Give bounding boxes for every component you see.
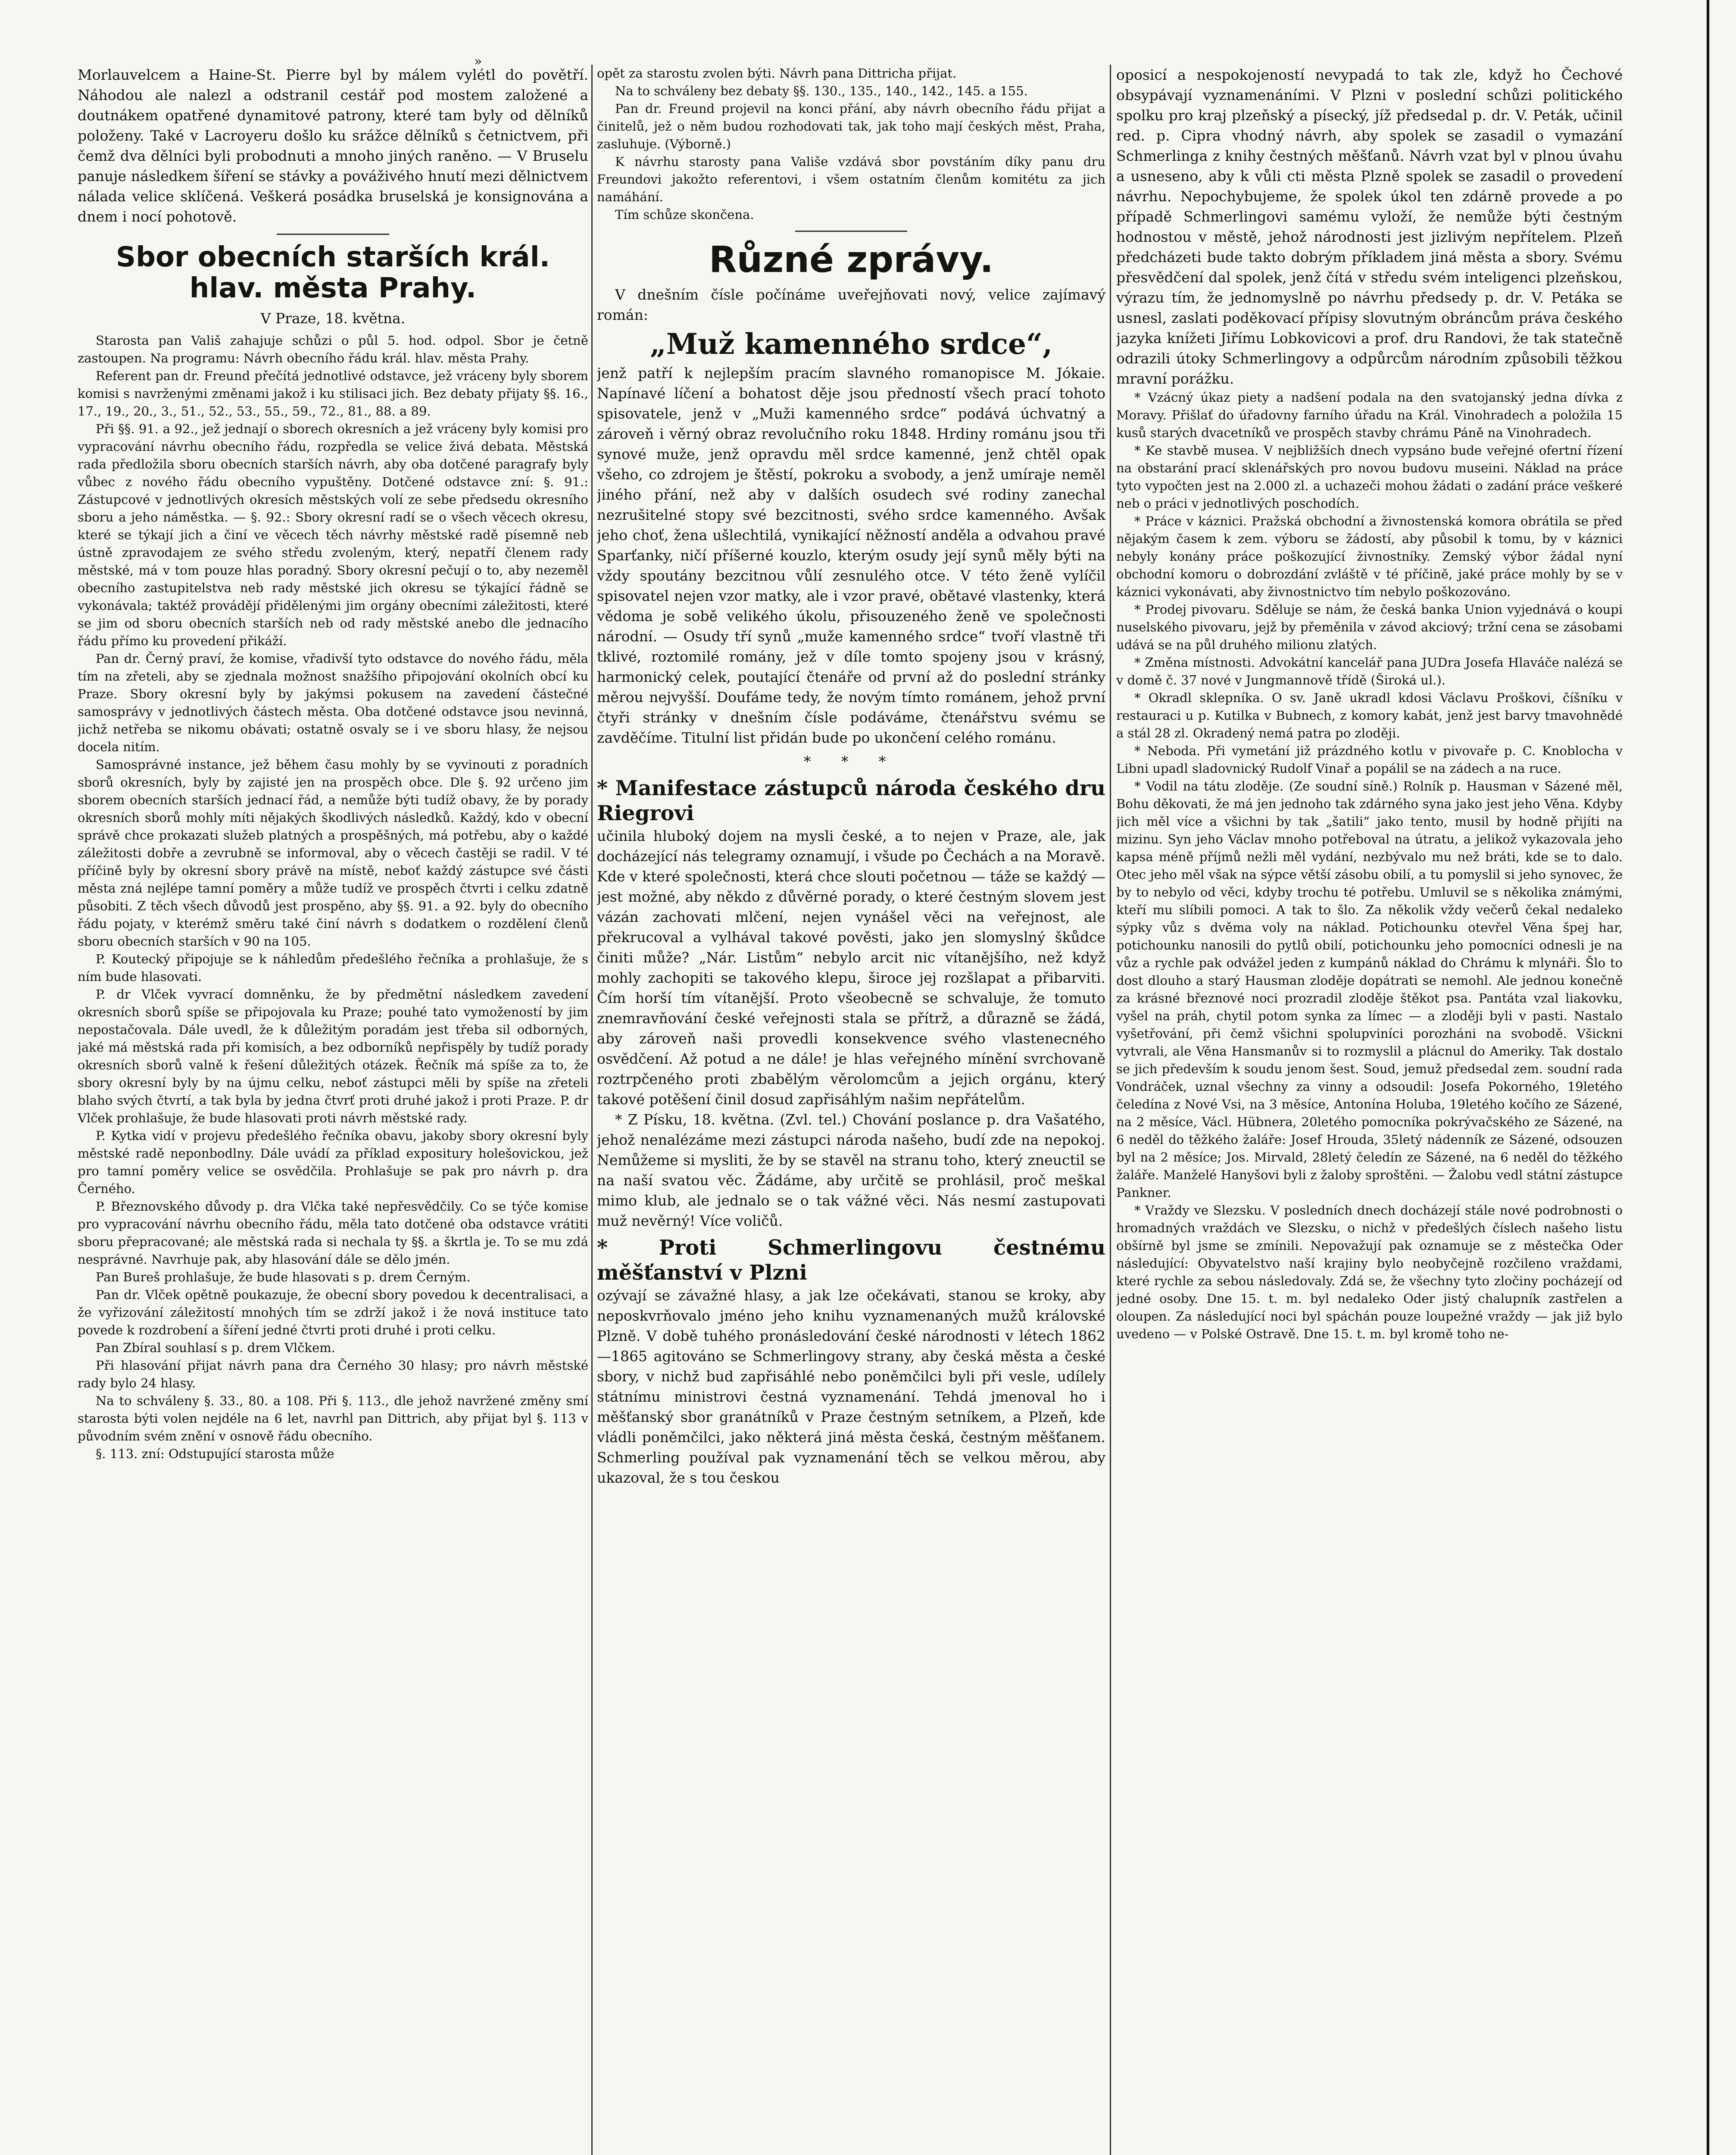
paragraph: Pan Zbíral souhlasí s p. drem Vlčkem. — [96, 1340, 335, 1355]
paragraph: Starosta pan Vališ zahajuje schůzi o půl 5. hod. odpol. Sbor je četně zastoupen. Na programu: Návrh obecního řádu král. hlav. města Prahy. — [78, 333, 588, 365]
paragraph: jenž patří k nejlepším pracím slavného romanopisce M. Jókaie. Napínavé líčení a bohatost děje jsou předností všech prací tohoto spisovatele, jenž v „Muži kamenného srdce“ podává úchvatný a zároveň i věrný obraz revolučního roku 1848. Hrdiny románu jsou tři synové muže, jenž opravdu měl srdce kamenné, jenž chtěl opak všeho, co zdrojem je štěstí, pokroku a svobody, a jenž umíraje neměl jiného přání, než aby v dalších osudech své rodiny zanechal nezrušitelné stopy své bezcitnosti, svého srdce kamenného. Avšak jeho choť, žena ušlechtilá, vynikající něžností anděla a odvahou pravé Sparťanky, ničí příšerné kouzlo, kterým osudy její synů měly býti na vždy spoutány bezcitnou vůlí zesnulého otce. V této ženě vylíčil spisovatel nejen vzor matky, ale i vzor pravé, obětavé vlastenky, která vědoma je sobě velikého úkolu, přisouzeného ženě ve společnosti národní. — Osudy tří synů „muže kamenného srdce“ tvoří vlastně tři tklivé, roztomilé romány, jež v díle tomto spojeny jsou v krásný, harmonický celek, poutající čtenáře od první až do poslední stránky měrou nejvyšší. Doufáme tedy, že novým tímto románem, jehož první čtyři stránky v dnešním čísle podáváme, čtenářstvu svému se zavděčíme. Titulní list přidán bude po ukončení celého románu. — [597, 365, 1105, 746]
paragraph: K návrhu starosty pana Vališe vzdává sbor povstáním díky panu dru Freundovi jakožto referentovi, i všem ostatním členům komitétu za jich namáhání. — [597, 154, 1105, 204]
paragraph: V dnešním čísle počínáme uveřejňovati nový, velice zajímavý román: — [597, 286, 1105, 323]
paragraph: P. Koutecký připojuje se k náhledům předešlého řečníka a prohlašuje, že s ním bude hlasovati. — [78, 952, 588, 984]
paragraph: učinila hluboký dojem na mysli české, a to nejen v Praze, ale, jak docházející nás telegramy oznamují, i všude po Čechách a na Moravě. Kde v které společnosti, která chce slouti početnou — táže se každý — jest možné, aby někdo z důvěrné porady, o které čestným slovem jest vázán zachovati mlčení, nejen vynášel věci na veřejnost, ale překrucoval a vylhával takové pověsti, jako jen slomyslný škůdce činiti může? „Nár. Listům“ nebylo arcit nic vítanějšího, než když mohly zachopiti se takového klepu, široce jej rozšlapat a přibarviti. Čím horší tím vítanější. Proto všeobecně se schvaluje, že tomuto znemravňování české veřejnosti stala se přítrž, a důrazně se žádá, aby zároveň naši provedli konsekvence svého vlastenecného osvědčení. Až potud a ne dále! je hlas veřejného mínění svrchovaně roztrpčeného proti zbabělým věrolomcům a jejich orgánu, který takové potěšení činil dosud zapřisáhlým našim nepřátelům. — [597, 828, 1105, 1108]
news-item: * Vodil na tátu zloděje. (Ze soudní síně.) Rolník p. Hausman v Sázené měl, Bohu děkovati, že má jen jednoho tak zdárného syna jako jest jeho Věna. Kdyby jich měl více a všichni by tak „šatili“ jako tento, musil by hodně přijíti na mizinu. Syn jeho Václav mnoho potřeboval na útratu, a jelikož vykazovala jeho kapsa méně příjmů nežli měl vydání, nezbývalo mu než bráti, kde se to dalo. Otec jeho měl však na sýpce větší zásobu obilí, a tu pomyslil si jeho synovec, že by to nebylo od věci, kdyby trochu té potřebu. Umluvil se s několika známými, kteří mu slíbili pomoci. A tak to šlo. Za několik vždy večerů čekal nedaleko sýpky vůz s dvěma voly na náklad. Potichounku otevřel Věna špej har, potichounku nanosili do pytlů obilí, potichounku jeho pomocníci odnesli je na vůz a rychle pak odvážel jeden z kumpánů náklad do Chrámu k mlynáři. Šlo to dost dlouho a starý Hausman zloděje dopátrati se nemohl. Ale jednou konečně za krásné březnové noci prozradil zloděje štěkot psa. Pantáta vzal liakovku, vyšel na práh, chytil potom synka za límec — a zloději byli v pasti. Nastalo vyšetřování, při čemž všichni spolupviníci porozháni na svobodě. Všickni vytvrali, ale Věna Hansmanův si to rozmyslil a plácnul do Ameriky. Tak dostalo se jich především k soudu jenom šest. Soud, jemuž předsedal zem. soudní rada Vondráček, uznal všechny za vinny a odsoudil: Josefa Pokorného, 19letého čeledína z Nové Vsi, na 3 měsíce, Antonína Holuba, 19letého kočího ze Sázené, na 2 měsíce, Václ. Hübnera, 20letého pomocníka pokrývačského ze Sázené, na 6 neděl do těžkého žaláře: Josef Hrouda, 35letý nádenník ze Sázené, odsouzen byl na 2 měsíce; Jos. Mirvald, 28letý čeledín ze Sázené, na 6 neděl do těžkého žaláře. Manželé Hanyšovi byli z žaloby sproštěni. — Žalobu vedl státní zástupce Pankner. — [1116, 779, 1623, 1200]
paragraph: Při §§. 91. a 92., jež jednají o sborech okresních a jež vráceny byly komisi pro vypracování návrhu obecního řádu, rozpředla se velice živá debata. Městská rada předložila sboru obecních starších návrh, aby oba dotčené paragrafy byly vůbec z nového řádu obecního vypuštěny. Dotčené odstavce zní: §. 91.: Zástupcové v jednotlivých okresích městských volí ze sebe předsedu okresního sboru a jeho náměstka. — §. 92.: Sbory okresní radí se o všech věcech okresu, které se týkají jich a činí ve věcech těch návrhy městské radě písemně neb ústně zpravodajem ze svého středu zvoleným, který, nepatří členem rady městské, má v tom pouze hlas poradný. Sbory okresní pečují o to, aby nezeměl obecního zastupitelstva neb rady městské jich okresu se týkající řádně se vykonávala; taktéž provádějí přidělenými jim orgány obecními záležitosti, které se jim od sboru obecních starších neb od rady městské anebo dle jednacího řádu přímo ku provedení přikáží. — [78, 422, 588, 648]
divider — [277, 234, 389, 235]
column-1 — [78, 65, 588, 2155]
paragraph: P. Březnovského důvody p. dra Vlčka také nepřesvědčily. Co se týče komise pro vypracování návrhu obecního řádu, měla tato dotčené oba odstavce vrátiti sboru přepracované; ale městská rada si nechala ty §§. a škrtla je. To se mu zdá nesprávné. Navrhuje pak, aby hlasování dále se dělo jmén. — [78, 1199, 588, 1267]
section-stars: * * * — [803, 753, 899, 770]
news-item: * Práce v káznici. Pražská obchodní a živnostenská komora obrátila se před nějakým časem k zem. výboru se žádostí, aby působil k tomu, by v káznici nebyly konány práce poškozující živnostníky. Zemský výbor žádal nyní obchodní komoru o dobrozdání zvláště v té příčině, jaké práce mohly by se v káznici vykonávati, aby živnostnictvo tím nebylo poškozováno. — [1116, 514, 1623, 599]
column-rule-1 — [591, 65, 593, 2155]
page-edge — [1707, 0, 1709, 2155]
paragraph: Při hlasování přijat návrh pana dra Černého 30 hlasy; pro návrh městské rady bylo 24 hlasy. — [78, 1358, 588, 1390]
paragraph: Pan dr. Freund projevil na konci přání, aby návrh obecního řádu přijat a činitelů, jež o něm budou rozhodovati tak, jak toho mají českých měst, Praha, zasluhuje. (Výborně.) — [597, 101, 1105, 151]
paragraph: Pan Bureš prohlašuje, že bude hlasovati s p. drem Černým. — [96, 1270, 471, 1284]
paragraph: Pan dr. Černý praví, že komise, vřadivší tyto odstavce do nového řádu, měla tím na zřeteli, aby se zjednala možnost snažšího připojování okolních obcí ku Praze. Sbory okresní byly by jakýmsi pokusem na zavedení částečné samosprávy v jednotlivých částech města. Oba dotčené odstavce jsou nevinná, jichž netřeba se nikomu obávati; ostatně osvaly se i ve sboru hlasy, že nejsou docela nitím. — [78, 651, 588, 754]
paragraph: Tím schůze skončena. — [615, 207, 754, 222]
article-continuation: Morlauvelcem a Haine-St. Pierre byl by málem vylétl do povětří. Náhodou ale nalezl a odstranil cestář pod mostem založené a doutnákem opatřené dynamitové patrony, které tam byly od dělníků položeny. Také v Lacroyeru došlo ku srážce dělníků s četnictvem, při čemž dva dělníci byli probodnuti a mnoho jiných raněno. — V Bruselu panuje následkem šíření se stávky a pováživého hnutí mezi dělnictvem nálada velice sklíčená. Veškerá posádka bruselská je konsignována a dnem i nocí pohotově. — [78, 66, 588, 225]
news-item: * Neboda. Při vymetání již prázdného kotlu v pivovaře p. C. Knoblocha v Libni upadl sladovnický Rudolf Vinař a popálil se na zádech a na ruce. — [1116, 743, 1623, 776]
news-item: * Vzácný úkaz piety a nadšení podala na den svatojanský jedna dívka z Moravy. Přišlať do úřadovny farního úřadu na Král. Vinohradech a položila 15 kusů starých dvacetníků ve prospěch stavby chrámu Páně na Vinohradech. — [1116, 390, 1623, 440]
paragraph: P. dr Vlček vyvrací domněnku, že by předmětní následkem zavedení okresních sborů spíše se připojovala ku Praze; pouhé tato vymožeností by jim nepostačovala. Dále uvedl, že k důležitým poradám jest třeba sil odborných, jaké má městská rada při komisích, a bez odborníků nepřispěly by tudíž porady okresních sborů valně k řešení důležitých otázek. Řečník má spíše za to, že sbory okresní byly by na újmu celku, neboť zástupci měli by spíše na zřeteli blaho svých čtvrtí, a tak byla by jedna čtvrť proti druhé jakož i proti Praze. P. dr Vlček prohlašuje, že bude hlasovati proti návrh městské rady. — [78, 987, 588, 1125]
section-heading-news: Různé zprávy. — [709, 238, 994, 281]
divider — [795, 231, 907, 232]
column-rule-2 — [1110, 65, 1111, 2155]
paragraph: Samosprávné instance, jež během času mohly by se vyvinouti z poradních sborů okresních, byly by zajisté jen na prospěch obce. Dle §. 92 určeno jim sborem obecních starších jednací řád, a nemůže býti tudíž obavy, že by porady okresních sborů mohly míti nějakých škodlivých následků. Každý, kdo v obecní správě chce prokazati služeb platných a prospěšných, má potřebu, aby o každé záležitosti dobře a zevrubně se informoval, aby o věcech častěji se radil. V té příčině byly by okresní sbory právě na místě, neboť každý zástupce své části města zná nejlépe tamní poměry a může tudíž ve prospěch čtvrti i celku zdatně působiti. Z těch všech důvodů jest prospěno, aby §§. 91. a 92. byly do obecního řádu pojaty, v kterémž směru také činí návrh s dodatkem o rozdělení členů sboru obecních starších v 90 na 105. — [78, 757, 588, 949]
dateline: V Praze, 18. května. — [260, 310, 406, 327]
news-item: * Prodej pivovaru. Sděluje se nám, že česká banka Union vyjednává o koupi nuselského pivovaru, jejž by přeměnila v závod akciový; tržní cena se zásobami udává se na půl druhého milionu zlatých. — [1116, 602, 1623, 652]
news-item: * Ke stavbě musea. V nejbližších dnech vypsáno bude veřejné ofertní řízení na obstarání prací sklenářských pro novou budovu museini. Náklad na práce tyto vypočten jest na 2.000 zl. a uchazeči mohou žádati o zadání práce veškeré neb o práci v jednotlivých poschodích. — [1116, 443, 1623, 511]
news-item: * Změna místnosti. Advokátní kancelář pana JUDra Josefa Hlaváče nalézá se v domě č. 37 nové v Jungmannově třídě (Široká ul.). — [1116, 655, 1623, 687]
paragraph: ozývají se závažné hlasy, a jak lze očekávati, stanou se kroky, aby neposkvrňovalo jméno jeho knihu vyznamenaných mužů královské Plzně. V době tuhého pronásledování české národnosti v létech 1862—1865 agitováno se Schmerlingovy strany, aby česká města a české sbory, v nichž bud zapřisáhlé nebo poněmčilci byli při vesle, udílely státnímu ministrovi čestná vyznamenání. Tehdá jmenoval ho i měšťanský sbor granátníků v Praze čestným setníkem, a Plzeň, kde vládli poněmčilci, jako některá jiná města česká, čestným měšťanem. Schmerling používal pak vyznamenání těch se velkou měrou, aby ukazoval, že s tou českou — [597, 1287, 1105, 1486]
paragraph: oposicí a nespokojeností nevypadá to tak zle, když ho Čechové obsypávají vyznamenáními. V Plzni v poslední schůzi politického spolku pro kraj plzeňský a písecký, jíž předsedal p. dr. V. Peták, učinil red. p. Cipra vhodný návrh, aby spolek se zasadil o vymazání Schmerlinga z knihy čestných měšťanů. Návrh vzat byl v plnou úvahu a usneseno, aby k vůli cti města Plzně spolek se zasadil o provedení návrhu. Nepochybujeme, že spolek úkol ten zdárně provede a po případě Schmerlingovi samému vyloží, že nemůže býti čestným hodnostou v městě, jehož národnosti jest jizlivým nepřítelem. Plzeň předcházeti bude takto dobrým příkladem jiná města a sbory. Svému přesvědčení dal spolek, jenž čítá v středu svém inteligenci plzeňskou, výrazu tím, že jednomyslně po návrhu předsedy p. dr. V. Petáka se usnesl, zaslati poděkovací přípisy slovutným obráncům práva českého jazyka knížeti Jiřímu Lobkovicovi a prof. dru Randovi, že tak statečně odrazili útoky Schmerlingovy a odpůrcům národním způsobili těžkou mravní porážku. — [1116, 66, 1623, 387]
paragraph: opět za starostu zvolen býti. Návrh pana Dittricha přijat. — [597, 66, 957, 81]
paragraph: §. 113. zní: Odstupující starosta může — [96, 1446, 334, 1461]
column-3 — [1116, 65, 1623, 2155]
paragraph: Na to schváleny bez debaty §§. 130., 135., 140., 142., 145. a 155. — [615, 84, 1028, 98]
subheading-manifestation: * Manifestace zástupců národa českého dru Riegrovi — [597, 776, 1105, 825]
section-heading-city-council: Sbor obecních starších král. hlav. města Prahy. — [116, 241, 550, 304]
paragraph: Referent pan dr. Freund přečítá jednotlivé odstavce, jež vráceny byly sborem komisi s navrženými změnami jakož i ku stilisaci jich. Bez debaty přijaty §§. 16., 17., 19., 20., 3., 51., 52., 53., 55., 59., 72., 81., 88. a 89. — [78, 369, 588, 419]
paragraph: * Z Písku, 18. května. (Zvl. tel.) Chování poslance p. dra Vašatého, jehož nenalézáme mezi zástupci národa našeho, budí zde na nepokoj. Nemůžeme si mysliti, že by se stavěl na stranu toho, který zneuctil se na naší svatou věc. Žádáme, aby určitě se prohlásil, proč meškal mimo klub, ale jednalo se o tak vážné věci. Nás nesmí zastupovati muž nevěrný! Více voličů. — [597, 1111, 1105, 1229]
paragraph: P. Kytka vidí v projevu předešlého řečníka obavu, jakoby sbory okresní byly městské radě neponbodlny. Dále uvádí za příklad expositury holešovickou, jež pro tamní poměry velice se osvědčila. Prohlašuje se pak pro návrh p. dra Černého. — [78, 1128, 588, 1196]
top-mark: » — [474, 54, 482, 69]
subheading-schmerling: * Proti Schmerlingovu čestnému měšťanství v Plzni — [597, 1236, 1105, 1285]
news-item: * Okradl sklepníka. O sv. Janě ukradl kdosi Václavu Proškovi, číšníku v restauraci u p. Kutilka v Bubnech, z komory kabát, jenž jest barvy tmavohnědé a stál 28 zl. Okradený nemá patra po zloději. — [1116, 690, 1623, 740]
paragraph: Pan dr. Vlček opětně poukazuje, že obecní sbory povedou k decentralisaci, a že vyřizování záležitostí mnohých tím se zdrží jakož i že nová instituce tato povede k rozdrobení a šíření jedné čtvrti proti druhé i proti celku. — [78, 1287, 588, 1337]
serial-novel-title: „Muž kamenného srdce“, — [650, 327, 1052, 361]
paragraph: Na to schváleny §. 33., 80. a 108. Při §. 113., dle jehož navržené změny smí starosta býti volen nejdéle na 6 let, navrhl pan Dittrich, aby přijat byl §. 113 v původním svém znění v osnově řádu obecního. — [78, 1393, 588, 1443]
news-item: * Vraždy ve Slezsku. V posledních dnech docházejí stále nové podrobnosti o hromadných vraždách ve Slezsku, o nichž v předešlých číslech našeho listu obšírně byl jsme se zmínili. Nepovažují pak oznamuje se z městečka Oder následující: Obyvatelstvo naší krajiny bylo neobyčejně rozčileno vraždami, které rychle za sebou následovaly. Zdá se, že všechny tyto zločiny pocházejí od jedné osoby. Dne 15. t. m. byl nedaleko Oder jistý chalupník zastřelen a oloupen. Za následující noci byl spáchán pouze loupežné vraždy — jak již bylo uvedeno — v Polské Ostravě. Dne 15. t. m. byl kromě toho ne- — [1116, 1203, 1623, 1341]
column-2 — [597, 65, 1105, 2155]
